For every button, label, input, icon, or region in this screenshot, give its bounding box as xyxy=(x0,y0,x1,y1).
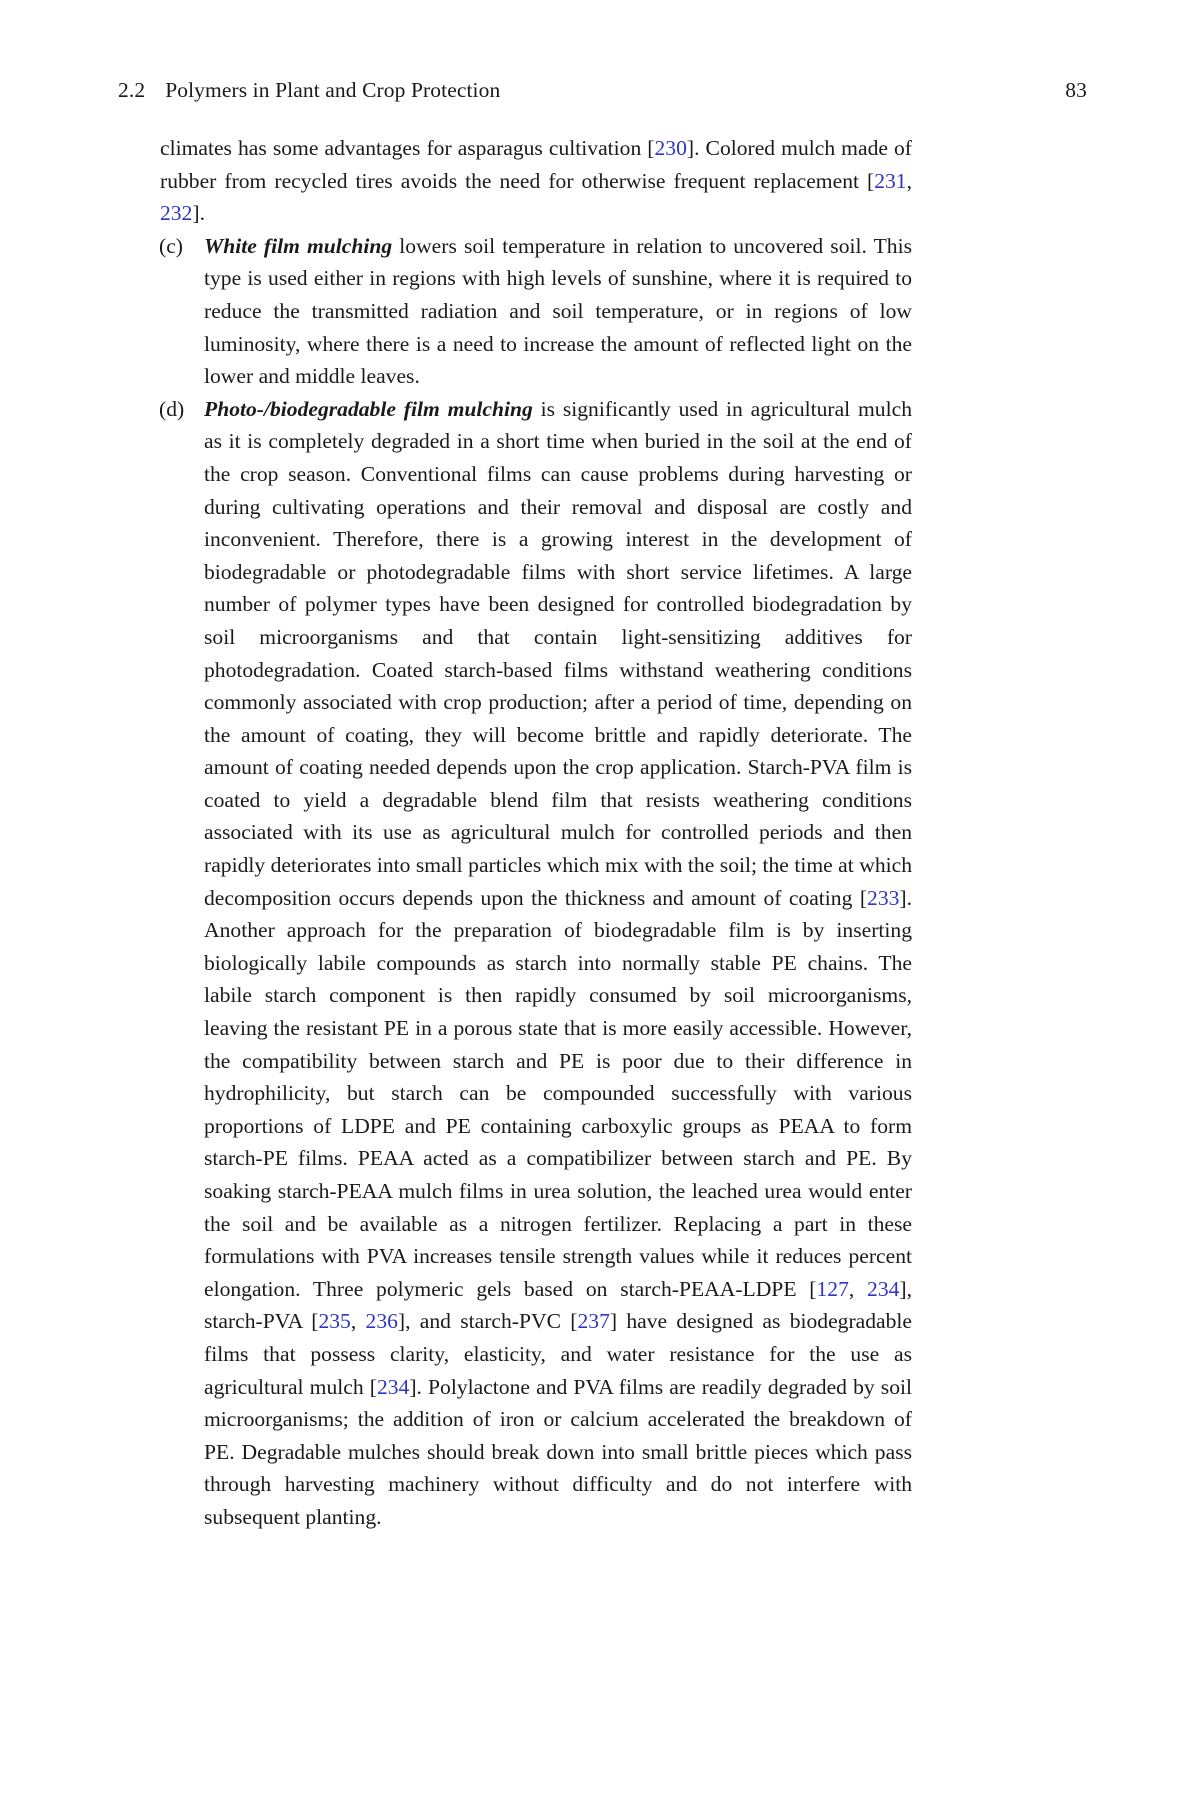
citation-230[interactable]: 230 xyxy=(654,136,687,160)
text-run: ], and starch-PVC [ xyxy=(397,1309,578,1334)
citation-232[interactable]: 232 xyxy=(160,201,193,226)
page-number: 83 xyxy=(1065,78,1087,102)
citation-127[interactable]: 127 xyxy=(816,1276,849,1301)
list-item-d xyxy=(160,393,912,1534)
page-content xyxy=(160,132,912,1534)
text-run: climates has some advantages for asparagus cultivation [ xyxy=(160,136,655,160)
citation-233[interactable]: 233 xyxy=(867,885,900,910)
citation-234-a[interactable]: 234 xyxy=(867,1276,900,1301)
running-head-left xyxy=(118,78,500,104)
citation-235[interactable]: 235 xyxy=(318,1309,351,1334)
citation-236[interactable]: 236 xyxy=(365,1309,398,1334)
text-run: ]. xyxy=(192,201,205,226)
section-title: Polymers in Plant and Crop Protection xyxy=(165,78,501,102)
term-photo-biodegradable-film-mulching: Photo-/biodegradable film mulching xyxy=(204,396,533,421)
text-run: ], starch-PVA [ xyxy=(204,1276,913,1334)
text-run: ]. Polylactone and PVA films are readily degraded by soil microorganisms; the addition of iron or calcium accelerated the breakdown of PE. Degradable mulches should break down into small brittle pieces which pass through harvesting machinery without difficulty and do not interfere with subsequent planting. xyxy=(204,1374,912,1529)
term-white-film-mulching: White film mulching xyxy=(204,233,393,258)
running-head xyxy=(118,78,1087,104)
text-run: lowers soil temperature in relation to uncovered soil. This type is used either in regions with high levels of sunshine, where it is required to reduce the transmitted radiation and soil temperature, or in regions of low luminosity, where there is a need to increase the amount of reflected light on the lower and middle leaves. xyxy=(204,233,912,389)
text-run: , xyxy=(906,168,912,193)
text-run: is significantly used in agricultural mulch as it is completely degraded in a short time when buried in the soil at the end of the crop season. Conventional films can cause problems during harvesting or during cultivating operations and their removal and disposal are costly and inconvenient. Therefore, there is a growing interest in the development of biodegradable or photodegradable films with short service lifetimes. A large number of polymer types have been designed for controlled biodegradation by soil microorganisms and that contain light-sensitizing additives for photodegradation. Coated starch-based films withstand weathering conditions commonly associated with crop production; after a period of time, depending on the amount of coating, they will become brittle and rapidly deteriorate. The amount of coating needed depends upon the crop application. Starch-PVA film is coated to yield a degradable blend film that resists weathering conditions associated with its use as agricultural mulch for controlled periods and then rapidly deteriorates into small particles which mix with the soil; the time at which decomposition occurs depends upon the thickness and amount of coating [ xyxy=(204,396,912,910)
text-run: , xyxy=(350,1309,366,1334)
list-marker-c: (c) xyxy=(159,233,183,258)
citation-237[interactable]: 237 xyxy=(577,1309,610,1334)
section-number: 2.2 xyxy=(118,78,146,102)
citation-234-b[interactable]: 234 xyxy=(376,1374,410,1399)
text-run: ]. Colored mulch made of rubber from recycled tires avoids the need for otherwise frequent replacement [ xyxy=(160,136,912,193)
list-item-c xyxy=(160,230,912,393)
list-marker-d: (d) xyxy=(159,396,185,421)
citation-231[interactable]: 231 xyxy=(874,168,907,193)
text-run: ]. Another approach for the preparation of biodegradable film is by inserting biologically labile compounds as starch into normally stable PE chains. The labile starch component is then rapidly consumed by soil microorganisms, leaving the resistant PE in a porous state that is more easily accessible. However, the compatibility between starch and PE is poor due to their difference in hydrophilicity, but starch can be compounded successfully with various proportions of LDPE and PE containing carboxylic groups as PEAA to form starch-PE films. PEAA acted as a compatibilizer between starch and PE. By soaking starch-PEAA mulch films in urea solution, the leached urea would enter the soil and be available as a nitrogen fertilizer. Replacing a part in these formulations with PVA increases tensile strength values while it reduces percent elongation. Three polymeric gels based on starch-PEAA-LDPE [ xyxy=(204,885,912,1301)
paragraph-continued xyxy=(160,132,912,230)
text-run: ] have designed as biodegradable films that possess clarity, elasticity, and water resistance for the use as agricultural mulch [ xyxy=(204,1309,913,1399)
text-run: , xyxy=(848,1276,868,1301)
